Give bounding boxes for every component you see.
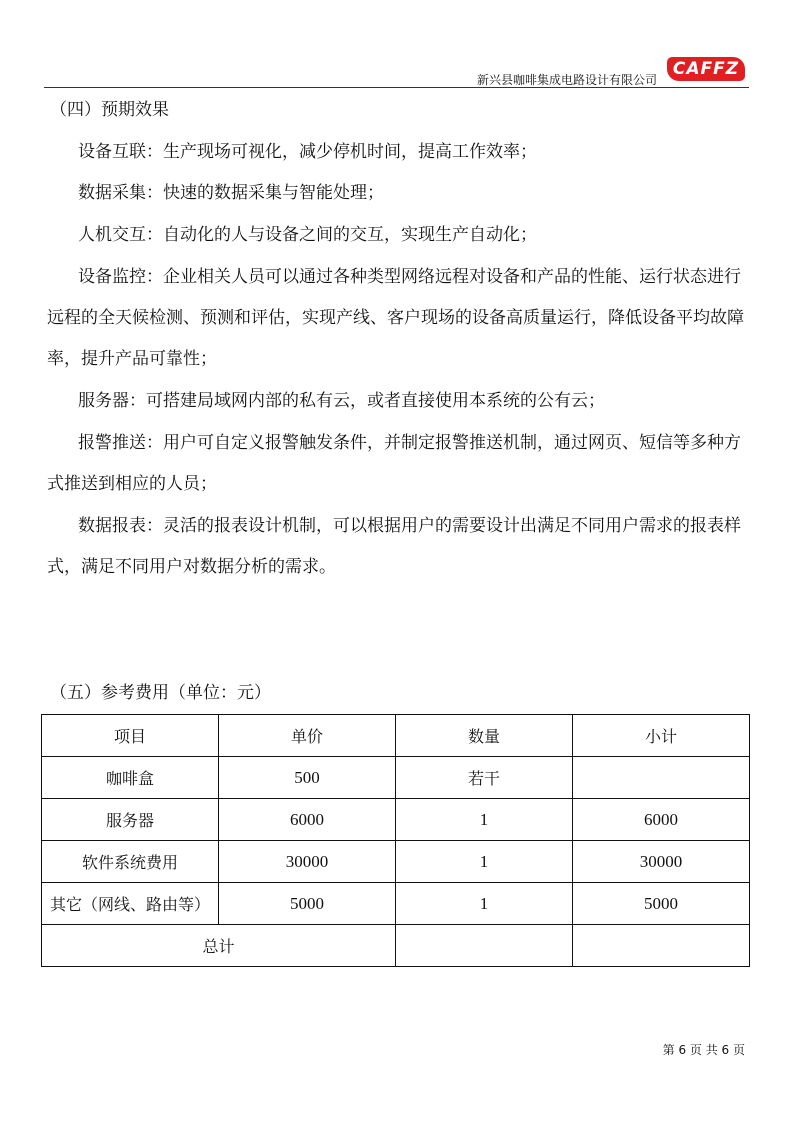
table-cell: 若干 <box>396 757 573 799</box>
table-total-row <box>42 925 750 967</box>
table-cell: 30000 <box>219 841 396 883</box>
table-cell: 其它（网线、路由等） <box>42 883 219 925</box>
table-row <box>42 799 750 841</box>
column-header: 单价 <box>219 715 396 757</box>
table-cell: 6000 <box>219 799 396 841</box>
paragraph-device-monitoring: 设备监控：企业相关人员可以通过各种类型网络远程对设备和产品的性能、运行状态进行远程的全天候检测、预测和评估，实现产线、客户现场的设备高质量运行，降低设备平均故障率，提升产品可靠性； <box>47 267 744 369</box>
section-heading-expected-effects: （四）预期效果 <box>50 100 169 120</box>
cost-table <box>41 714 750 967</box>
table-row <box>42 841 750 883</box>
paragraph-device-interconnection: 设备互联：生产现场可视化，减少停机时间，提高工作效率； <box>78 142 537 162</box>
column-header: 小计 <box>573 715 750 757</box>
table-cell: 5000 <box>573 883 750 925</box>
header-divider <box>44 87 749 88</box>
section-heading-reference-cost: （五）参考费用（单位：元） <box>50 683 271 703</box>
paragraph-server: 服务器：可搭建局域网内部的私有云，或者直接使用本系统的公有云； <box>78 391 605 411</box>
total-value <box>573 925 750 967</box>
table-cell <box>573 757 750 799</box>
table-cell: 30000 <box>573 841 750 883</box>
table-header-row <box>42 715 750 757</box>
company-name: 新兴县咖啡集成电路设计有限公司 <box>476 73 657 87</box>
table-cell: 500 <box>219 757 396 799</box>
paragraph-data-collection: 数据采集：快速的数据采集与智能处理； <box>78 183 384 203</box>
table-cell: 1 <box>396 841 573 883</box>
paragraph-alarm-push: 报警推送：用户可自定义报警触发条件，并制定报警推送机制，通过网页、短信等多种方式推送到相应的人员； <box>47 433 741 494</box>
paragraph-hmi: 人机交互：自动化的人与设备之间的交互，实现生产自动化； <box>78 225 537 245</box>
table-cell <box>396 925 573 967</box>
column-header: 数量 <box>396 715 573 757</box>
company-logo: CAFFZ <box>667 57 745 81</box>
table-cell: 5000 <box>219 883 396 925</box>
page-header <box>44 54 749 88</box>
table-cell: 1 <box>396 883 573 925</box>
column-header: 项目 <box>42 715 219 757</box>
total-label: 总计 <box>42 925 396 967</box>
table-cell: 服务器 <box>42 799 219 841</box>
table-row <box>42 883 750 925</box>
table-cell: 6000 <box>573 799 750 841</box>
page-number: 第 6 页 共 6 页 <box>662 1043 745 1057</box>
table-row <box>42 757 750 799</box>
table-cell: 软件系统费用 <box>42 841 219 883</box>
table-cell: 咖啡盒 <box>42 757 219 799</box>
table-cell: 1 <box>396 799 573 841</box>
paragraph-data-report: 数据报表：灵活的报表设计机制，可以根据用户的需要设计出满足不同用户需求的报表样式，满足不同用户对数据分析的需求。 <box>47 516 741 577</box>
